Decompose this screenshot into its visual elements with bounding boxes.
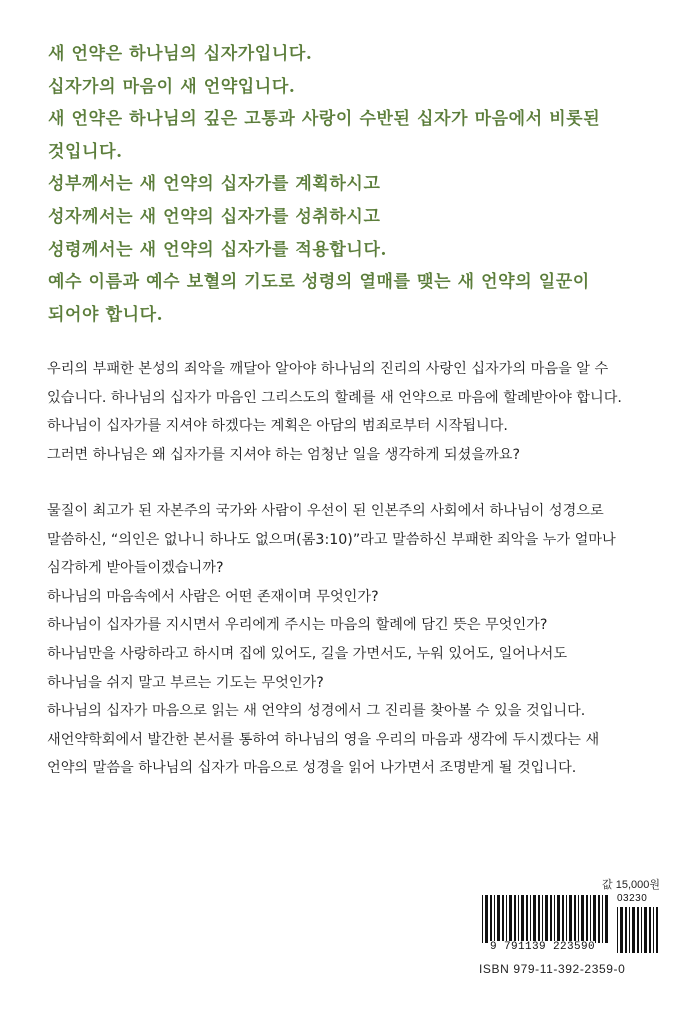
barcode-main-icon [480, 895, 610, 943]
body-line: 물질이 최고가 된 자본주의 국가와 사람이 우선이 된 인본주의 사회에서 하나님이 성경으로 [47, 503, 604, 519]
body-line: 하나님을 쉬지 말고 부르는 기도는 무엇인가? [47, 674, 324, 691]
intro-verses [48, 38, 668, 331]
intro-line: 성부께서는 새 언약의 십자가를 계획하시고 [48, 174, 381, 195]
intro-line: 것입니다. [48, 141, 123, 162]
body-line: 심각하게 받아들이겠습니까? [47, 560, 224, 577]
intro-line: 새 언약은 하나님의 깊은 고통과 사랑이 수반된 십자가 마음에서 비롯된 [48, 109, 601, 130]
body-line: 새언약학회에서 발간한 본서를 통하여 하나님의 영을 우리의 마음과 생각에 두시겠다는 새 [47, 731, 600, 748]
body-line: 하나님이 십자가를 지셔야 하겠다는 계획은 아담의 범죄로부터 시작됩니다. [47, 418, 508, 435]
body-line: 그러면 하나님은 왜 십자가를 지셔야 하는 엄청난 일을 생각하게 되셨을까요? [47, 446, 520, 463]
barcode-number: 9 791139 223590 [490, 941, 596, 953]
intro-line: 성자께서는 새 언약의 십자가를 성취하시고 [48, 206, 381, 227]
intro-line: 십자가의 마음이 새 언약입니다. [48, 76, 296, 97]
intro-line: 예수 이름과 예수 보혈의 기도로 성령의 열매를 맺는 새 언약의 일꾼이 [48, 272, 590, 293]
intro-line: 성령께서는 새 언약의 십자가를 적용합니다. [48, 239, 387, 260]
body-line: 하나님만을 사랑하라고 하시며 집에 있어도, 길을 가면서도, 누워 있어도, 일어나서도 [47, 645, 568, 662]
body-line: 있습니다. 하나님의 십자가 마음인 그리스도의 할례를 새 언약으로 마음에 할례받아야 합니다. [47, 389, 622, 406]
isbn-barcode [480, 895, 660, 957]
body-line: 하나님이 십자가를 지시면서 우리에게 주시는 마음의 할례에 담긴 뜻은 무엇인가? [47, 617, 548, 634]
paragraph-2 [47, 497, 667, 783]
body-line: 말씀하신, “의인은 없나니 하나도 없으며(롬3:10)”라고 말씀하신 부패한 죄악을 누가 얼마나 [47, 531, 616, 548]
paragraph-1 [47, 355, 667, 469]
isbn-text: ISBN 979-11-392-2359-0 [479, 962, 626, 976]
price-label: 값 15,000원 [602, 879, 660, 891]
barcode-addon-number: 03230 [617, 893, 648, 904]
body-line: 우리의 부패한 본성의 죄악을 깨달아 알아야 하나님의 진리의 사랑인 십자가의 마음을 알 수 [47, 361, 609, 377]
intro-line: 새 언약은 하나님의 십자가입니다. [48, 44, 313, 64]
intro-line: 되어야 합니다. [48, 304, 164, 325]
body-line: 하나님의 십자가 마음으로 읽는 새 언약의 성경에서 그 진리를 찾아볼 수 있을 것입니다. [47, 703, 586, 720]
body-line: 하나님의 마음속에서 사람은 어떤 존재이며 무엇인가? [47, 588, 379, 605]
body-line: 언약의 말씀을 하나님의 십자가 마음으로 성경을 읽어 나가면서 조명받게 될 것입니다. [47, 760, 577, 777]
